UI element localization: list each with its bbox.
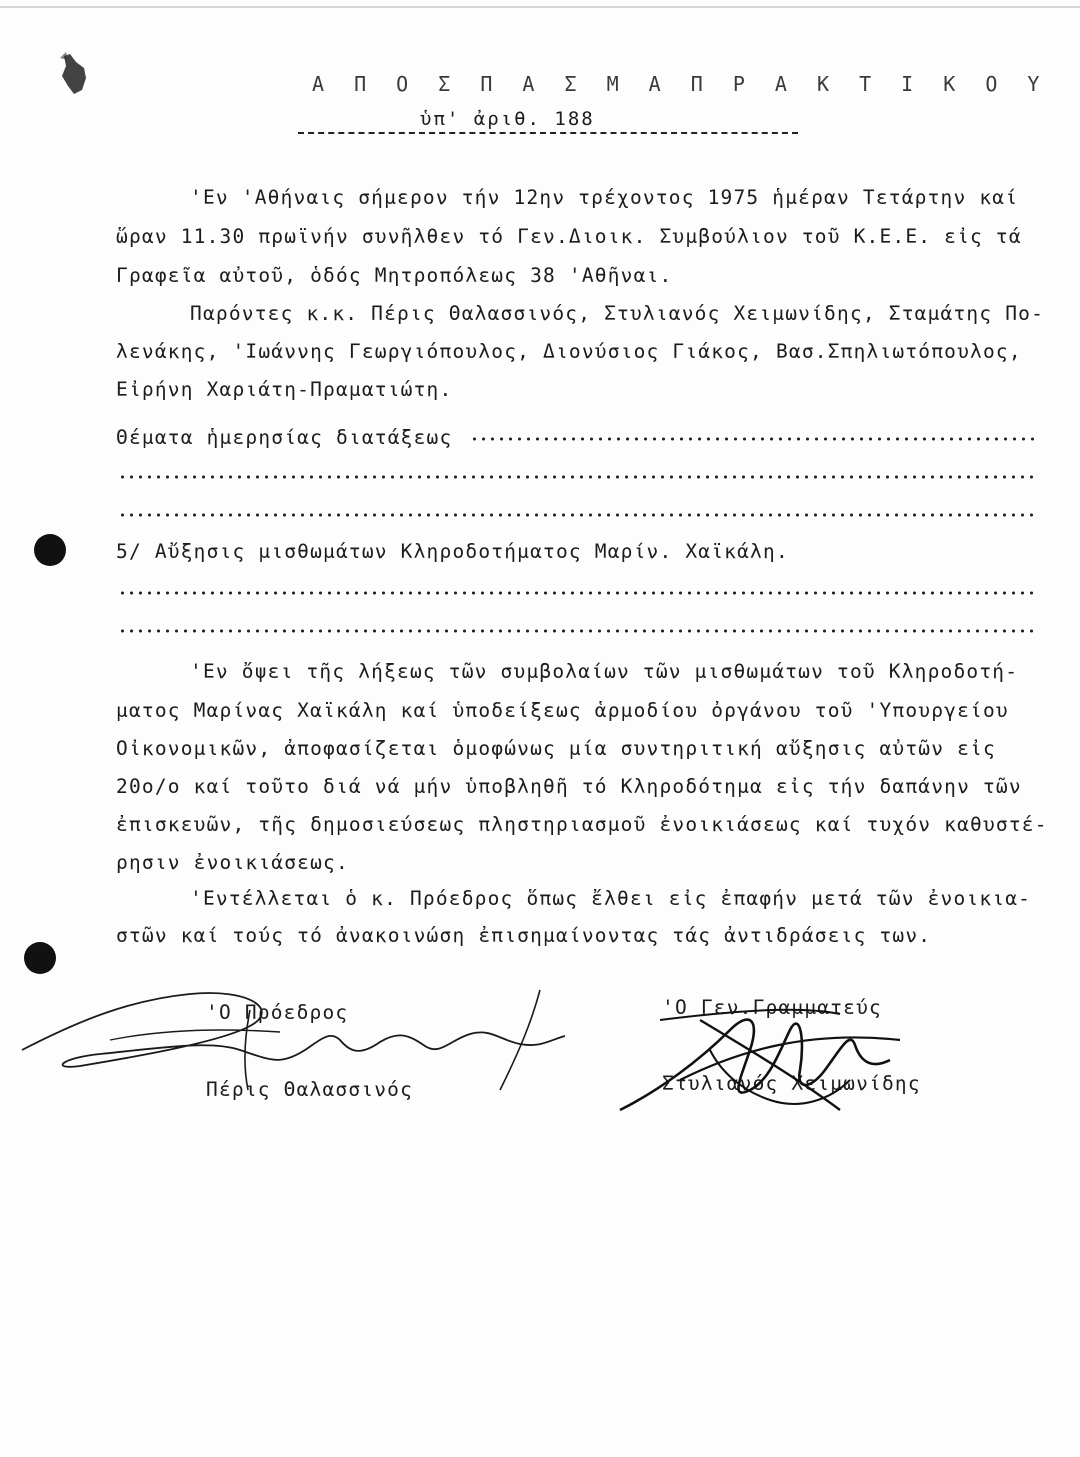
decision-line: Οἰκονομικῶν, ἀποφασίζεται ὁμοφώνως μία συντηριτική αὔξησις αὐτῶν εἰς (116, 737, 996, 760)
decision-line: ρησιν ἐνοικιάσεως. (116, 851, 349, 874)
president-signature-icon (20, 970, 580, 1100)
page-top-edge (0, 6, 1080, 8)
agenda-heading: Θέματα ἡμερησίας διατάξεως (116, 426, 453, 449)
intro-line: 'Εν 'Αθήναις σήμερον τήν 12ην τρέχοντος 1975 ἡμέραν Τετάρτην καί (190, 186, 1019, 209)
decision-line: ματος Μαρίνας Χαϊκάλη καί ὑποδείξεως ἁρμοδίου ὀργάνου τοῦ 'Υπουργείου (116, 699, 1009, 722)
secretary-role: 'Ο Γεν.Γραμματεύς (662, 996, 882, 1019)
dotted-line (118, 474, 1036, 480)
ink-smudge-icon (56, 52, 90, 96)
attendees-line: λενάκης, 'Ιωάννης Γεωργιόπουλος, Διονύσιος Γιάκος, Βασ.Σπηλιωτόπουλος, (116, 340, 1022, 363)
title-underline (298, 132, 798, 134)
secretary-signature-icon (600, 990, 940, 1130)
dotted-leader (470, 436, 1036, 442)
dotted-line (118, 512, 1036, 518)
decision-line: 'Εν ὄψει τῆς λήξεως τῶν συμβολαίων τῶν μισθωμάτων τοῦ Κληροδοτή- (190, 660, 1019, 683)
dotted-line (118, 590, 1036, 596)
instruction-line: 'Εντέλλεται ὁ κ. Πρόεδρος ὅπως ἔλθει εἰς ἐπαφήν μετά τῶν ἐνοικια- (190, 887, 1032, 910)
document-subtitle: ὑπ' ἀριθ. 188 (420, 108, 595, 130)
instruction-line: στῶν καί τούς τό ἀνακοινώση ἐπισημαίνοντας τάς ἀντιδράσεις των. (116, 924, 932, 947)
intro-line: Γραφεῖα αὐτοῦ, ὁδός Μητροπόλεως 38 'Αθῆναι. (116, 264, 673, 287)
dotted-line (118, 628, 1036, 634)
president-name: Πέρις Θαλασσινός (206, 1078, 414, 1101)
attendees-line: Εἰρήνη Χαριάτη-Πραματιώτη. (116, 378, 453, 401)
agenda-item: 5/ Αὔξησις μισθωμάτων Κληροδοτήματος Μαρίν. Χαϊκάλη. (116, 540, 789, 563)
punch-hole (34, 534, 66, 566)
decision-line: ἐπισκευῶν, τῆς δημοσιεύσεως πληστηριασμοῦ ἐνοικιάσεως καί τυχόν καθυστέ- (116, 813, 1048, 836)
decision-line: 20ο/ο καί τοῦτο διά νά μήν ὑποβληθῆ τό Κληροδότημα εἰς τήν δαπάνην τῶν (116, 775, 1022, 798)
president-role: 'Ο Πρόεδρος (206, 1001, 349, 1024)
intro-line: ὥραν 11.30 πρωϊνήν συνῆλθεν τό Γεν.Διοικ. Συμβούλιον τοῦ Κ.Ε.Ε. εἰς τά (116, 225, 1022, 248)
document-title: Α Π Ο Σ Π Α Σ Μ Α Π Ρ Α Κ Τ Ι Κ Ο Υ (312, 72, 1049, 96)
attendees-line: Παρόντες κ.κ. Πέρις Θαλασσινός, Στυλιανός Χειμωνίδης, Σταμάτης Πο- (190, 302, 1045, 325)
secretary-name: Στυλιανός Χειμωνίδης (662, 1072, 921, 1095)
